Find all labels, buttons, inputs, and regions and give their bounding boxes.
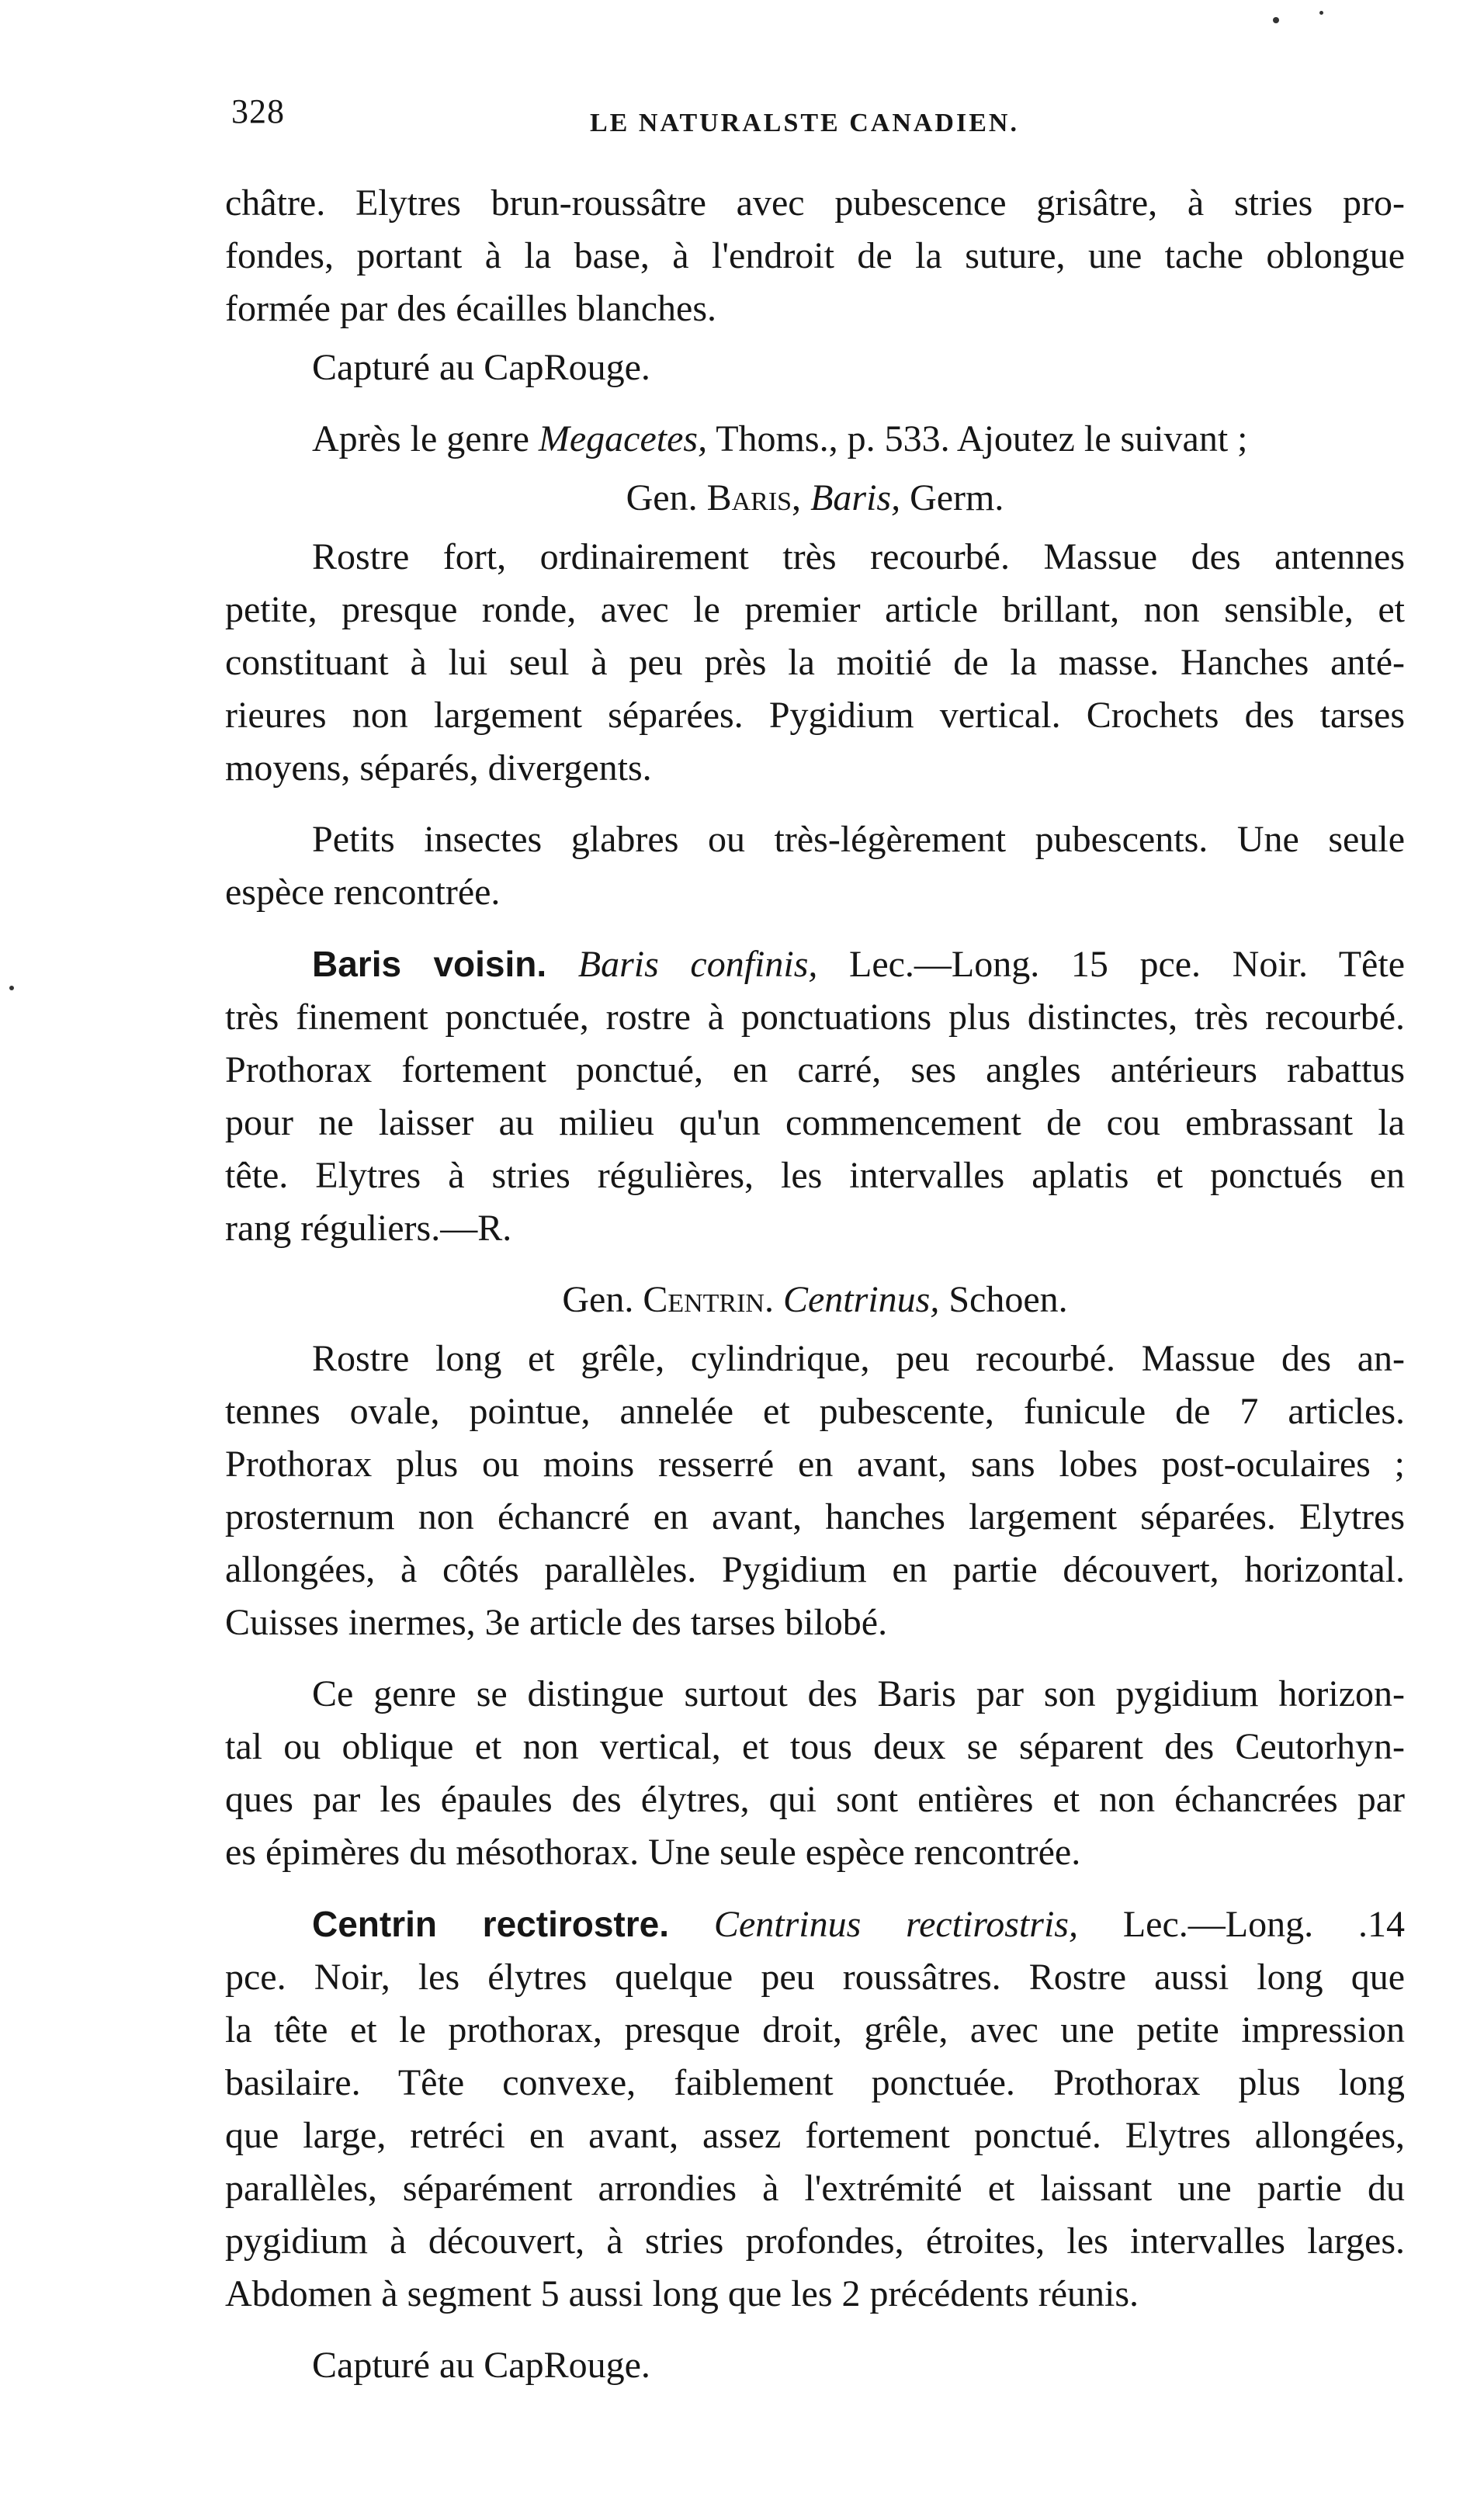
text-line: allongées, à côtés parallèles. Pygidium en partie découvert, horizontal. bbox=[225, 1549, 1405, 1590]
page-number: 328 bbox=[231, 92, 285, 130]
text-line bbox=[225, 413, 1405, 466]
gen-prefix: Gen. bbox=[562, 1279, 643, 1320]
paragraph bbox=[225, 1668, 1405, 1879]
text-line bbox=[225, 938, 1405, 991]
genus-latin: Baris, bbox=[810, 477, 901, 518]
text-line: Prothorax plus ou moins resserré en avant, sans lobes post-oculaires ; bbox=[225, 1444, 1405, 1485]
text-line: Abdomen à segment 5 aussi long que les 2 précédents réunis. bbox=[225, 2273, 1139, 2314]
species-entry-baris-voisin bbox=[225, 938, 1405, 1255]
text-line: parallèles, séparément arrondies à l'extrémité et laissant une partie du bbox=[225, 2168, 1405, 2209]
text-line: constituant à lui seul à peu près la moitié de la masse. Hanches anté- bbox=[225, 642, 1405, 683]
print-speck bbox=[1319, 11, 1323, 15]
text-line: pygidium à découvert, à stries profondes, étroites, les intervalles larges. bbox=[225, 2220, 1405, 2262]
print-speck bbox=[9, 986, 14, 990]
paragraph bbox=[225, 531, 1405, 795]
paragraph bbox=[225, 341, 1405, 394]
text-line: Petits insectes glabres ou très-légèrement pubescents. Une seule bbox=[312, 819, 1405, 860]
text-line: prosternum non échancré en avant, hanches largement séparées. Elytres bbox=[225, 1496, 1405, 1537]
text-line: tête. Elytres à stries régulières, les intervalles aplatis et ponctués en bbox=[225, 1155, 1405, 1196]
text-line: Rostre long et grêle, cylindrique, peu recourbé. Massue des an- bbox=[312, 1338, 1405, 1379]
text-line: Prothorax fortement ponctué, en carré, ses angles antérieurs rabattus bbox=[225, 1049, 1405, 1090]
text-line: Capturé au CapRouge. bbox=[312, 2345, 650, 2386]
paragraph bbox=[225, 2339, 1405, 2392]
text-run: Thoms., p. 533. Ajoutez le suivant ; bbox=[707, 418, 1248, 459]
text-line: pour ne laisser au milieu qu'un commencement de cou embrassant la bbox=[225, 1102, 1405, 1143]
text-line bbox=[225, 1898, 1405, 1951]
print-speck bbox=[1273, 17, 1279, 23]
genus-heading-centrin bbox=[225, 1274, 1405, 1326]
paragraph bbox=[225, 413, 1405, 466]
text-line: Cuisses inermes, 3e article des tarses bilobé. bbox=[225, 1602, 888, 1643]
species-name: Centrin rectirostre. bbox=[312, 1904, 670, 1944]
text-line: basilaire. Tête convexe, faiblement ponctuée. Prothorax plus long bbox=[225, 2062, 1405, 2103]
genus-author: Germ. bbox=[900, 477, 1004, 518]
paragraph bbox=[225, 177, 1405, 335]
text-line: la tête et le prothorax, presque droit, grêle, avec une petite impression bbox=[225, 2009, 1405, 2051]
text-line: formée par des écailles blanches. bbox=[225, 288, 717, 329]
text-run: Lec.—Long. .14 bbox=[1077, 1904, 1406, 1945]
page-text bbox=[225, 177, 1405, 2411]
paragraph bbox=[225, 1333, 1405, 1649]
genus-latin: Centrinus, bbox=[782, 1279, 940, 1320]
text-line: rang réguliers.—R. bbox=[225, 1208, 512, 1249]
text-line: que large, retréci en avant, assez fortement ponctué. Elytres allongées, bbox=[225, 2115, 1405, 2156]
species-name: Baris voisin. bbox=[312, 944, 547, 984]
genus-author: Schoen. bbox=[939, 1279, 1068, 1320]
text-line: Capturé au CapRouge. bbox=[312, 347, 650, 388]
text-line: Ce genre se distingue surtout des Baris par son pygidium horizon- bbox=[312, 1673, 1405, 1714]
text-line: moyens, séparés, divergents. bbox=[225, 747, 652, 789]
genus-name: Baris, bbox=[706, 477, 802, 518]
text-line: petite, presque ronde, avec le premier article brillant, non sensible, et bbox=[225, 589, 1405, 630]
text-run: Lec.—Long. 15 pce. Noir. Tête bbox=[817, 944, 1406, 985]
text-line: es épimères du mésothorax. Une seule espèce rencontrée. bbox=[225, 1832, 1081, 1873]
text-line: espèce rencontrée. bbox=[225, 872, 501, 913]
text-line: châtre. Elytres brun-roussâtre avec pubescence grisâtre, à stries pro- bbox=[225, 182, 1405, 224]
text-run: Après le genre bbox=[312, 418, 539, 459]
genus-name: Centrin. bbox=[643, 1279, 774, 1320]
genus-name: Megacetes, bbox=[538, 418, 708, 459]
species-entry-centrin-rectirostre bbox=[225, 1898, 1405, 2321]
text-line: Rostre fort, ordinairement très recourbé. Massue des antennes bbox=[312, 536, 1405, 577]
heading-line bbox=[225, 1274, 1405, 1326]
text-line: pce. Noir, les élytres quelque peu roussâtres. Rostre aussi long que bbox=[225, 1957, 1405, 1998]
text-line: ques par les épaules des élytres, qui sont entières et non échancrées par bbox=[225, 1779, 1405, 1820]
text-line: rieures non largement séparées. Pygidium vertical. Crochets des tarses bbox=[225, 695, 1405, 736]
genus-heading-baris bbox=[225, 472, 1405, 525]
species-latin: Baris confinis, bbox=[577, 944, 818, 985]
heading-line bbox=[225, 472, 1405, 525]
species-latin: Centrinus rectirostris, bbox=[713, 1904, 1078, 1945]
text-line: fondes, portant à la base, à l'endroit de la suture, une tache oblongue bbox=[225, 235, 1405, 276]
text-line: tennes ovale, pointue, annelée et pubescente, funicule de 7 articles. bbox=[225, 1391, 1405, 1432]
running-title: LE NATURALSTE CANADIEN. bbox=[590, 109, 1019, 137]
paragraph bbox=[225, 813, 1405, 919]
text-line: tal ou oblique et non vertical, et tous deux se séparent des Ceutorhyn- bbox=[225, 1726, 1405, 1767]
gen-prefix: Gen. bbox=[626, 477, 707, 518]
text-line: très finement ponctuée, rostre à ponctuations plus distinctes, très recourbé. bbox=[225, 997, 1405, 1038]
